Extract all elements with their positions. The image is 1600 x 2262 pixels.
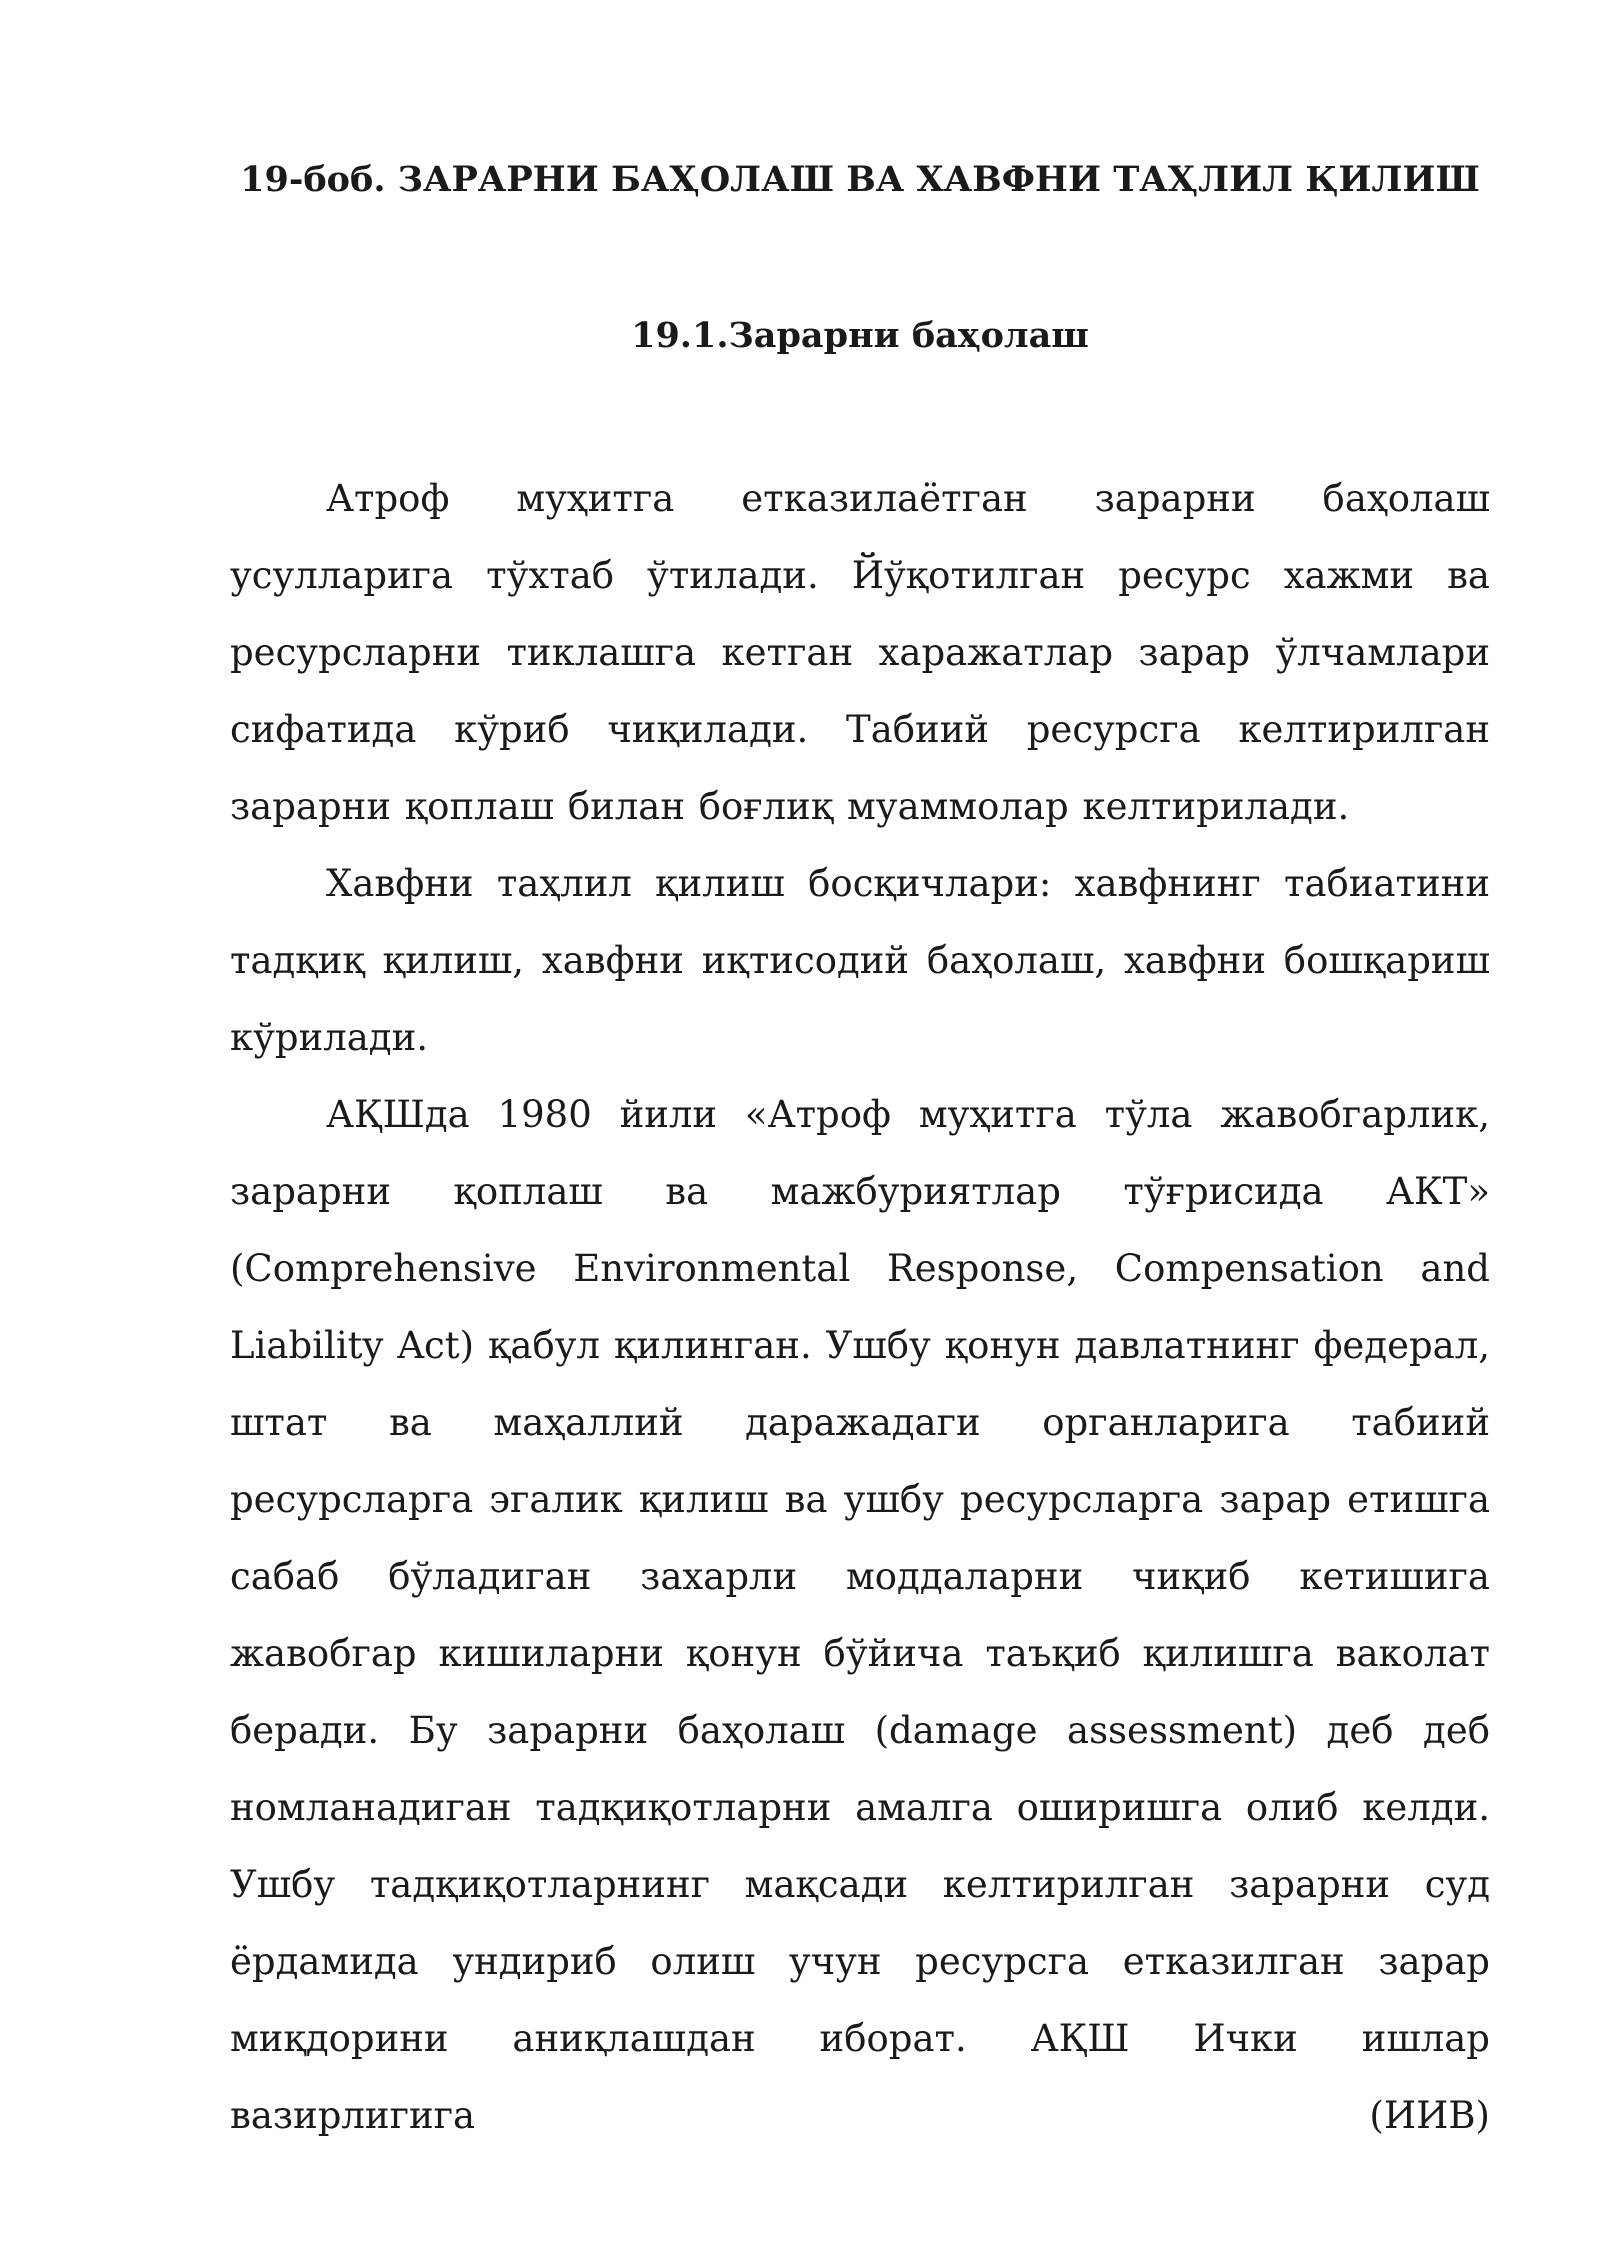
section-title: 19.1.Зарарни баҳолаш [631,315,1089,356]
paragraph-intro: Атроф муҳитга етказилаётган зарарни баҳолаш усулларига тўхтаб ўтилади. Йўқотилган ресурс хажми ва ресурсларни тиклашга кетган харажатлар зарар ўлчамлари сифатида кўриб чиқилади. Табиий ресурсга келтирилган зарарни қоплаш билан боғлиқ муаммолар келтирилади. [230,477,1490,828]
paragraph-risk-analysis: Хавфни таҳлил қилиш босқичлари: хавфнинг табиатини тадқиқ қилиш, хавфни иқтисодий баҳолаш, хавфни бошқариш кўрилади. [230,862,1490,1059]
chapter-title: 19-боб. ЗАРАРНИ БАҲОЛАШ ВА ХАВФНИ ТАҲЛИЛ ҚИЛИШ [240,159,1480,200]
paragraph-usa-act: АҚШда 1980 йили «Атроф муҳитга тўла жавобгарлик, зарарни қоплаш ва мажбуриятлар тўғрисида АКТ» (Comprehensive Environmental Response, Compensation and Liability Act) қабул қилинган. Ушбу қонун давлатнинг федерал, штат ва маҳаллий даражадаги органларига табиий ресурсларга эгалик қилиш ва ушбу ресурсларга зарар етишга сабаб бўладиган захарли моддаларни чиқиб кетишига жавобгар кишиларни қонун бўйича таъқиб қилишга ваколат беради. Бу зарарни баҳолаш (damage assessment) деб деб номланадиган тадқиқотларни амалга оширишга олиб келди. Ушбу тадқиқотларнинг мақсади келтирилган зарарни суд ёрдамида ундириб олиш учун ресурсга етказилган зарар миқдорини аниқлашдан иборат. АҚШ Ички ишлар вазирлигига (ИИВ) [230,1093,1490,2137]
